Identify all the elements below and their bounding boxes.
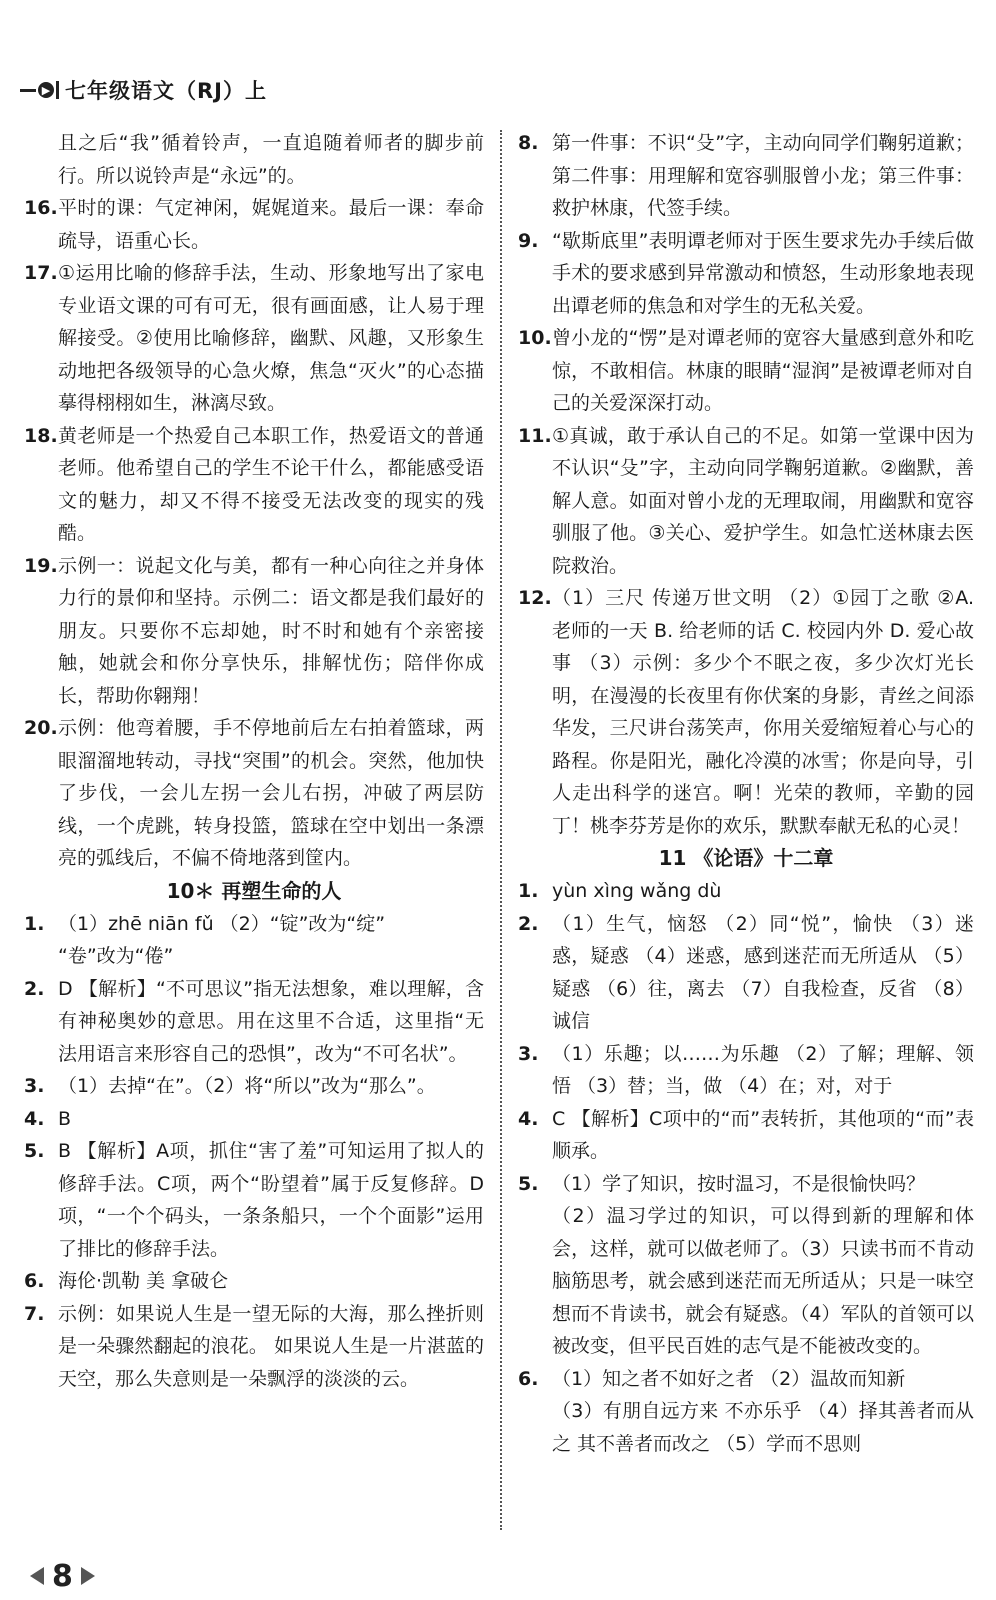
answer-item <box>24 1265 484 1298</box>
answer-item <box>24 908 484 941</box>
answer-item <box>518 1363 974 1396</box>
answer-number: 9. <box>518 229 539 252</box>
answer-text: 示例：如果说人生是一望无际的大海，那么挫折则是一朵骤然翻起的浪花。 如果说人生是一片湛蓝的天空，那么失意则是一朵飘浮的淡淡的云。 <box>58 1302 484 1390</box>
right-answer-list <box>518 127 974 842</box>
answer-item <box>518 225 974 323</box>
answer-number: 6. <box>518 1367 539 1390</box>
answer-text: （1）生气，恼怒 （2）同“悦”，愉快 （3）迷惑，疑惑 （4）迷惑，感到迷茫而无所适从 （5）疑惑 （6）往，离去 （7）自我检查，反省 （8）诚信 <box>552 912 974 1032</box>
answer-number: 1. <box>24 912 45 935</box>
answer-item <box>24 192 484 257</box>
answer-text: B <box>58 1107 72 1130</box>
answer-item <box>24 420 484 550</box>
answer-number: 4. <box>24 1107 45 1130</box>
answer-number: 8. <box>518 132 539 154</box>
answer-item <box>518 1103 974 1168</box>
page-number: 8 <box>52 1558 73 1594</box>
answer-text: （1）乐趣；以……为乐趣 （2）了解；理解、领悟 （3）替；当，做 （4）在；对，对于 <box>552 1042 974 1097</box>
answer-text: C 【解析】C项中的“而”表转折，其他项的“而”表顺承。 <box>552 1107 974 1162</box>
answer-number: 11. <box>518 424 552 447</box>
next-arrow-icon <box>81 1567 95 1585</box>
answer-text: 海伦·凯勒 美 拿破仑 <box>58 1270 229 1292</box>
lesson-11-answer-list <box>518 875 974 1460</box>
answer-number: 2. <box>518 912 539 935</box>
answer-item <box>24 1298 484 1396</box>
answer-text: （1）去掉“在”。（2）将“所以”改为“那么”。 <box>58 1075 436 1097</box>
book-logo-icon: ▶ <box>38 82 54 98</box>
answer-item <box>518 875 974 908</box>
answer-text: 示例：他弯着腰，手不停地前后左右拍着篮球，两眼溜溜地转动，寻找“突围”的机会。突然，他加快了步伐，一会儿左拐一会儿右拐，冲破了两层防线，一个虎跳，转身投篮，篮球在空中划出一条漂亮的弧线后，不偏不倚地落到筐内。 <box>58 717 484 869</box>
answer-text: D 【解析】“不可思议”指无法想象，难以理解，含有神秘奥妙的意思。用在这里不合适，这里指“无法用语言来形容自己的恐惧”，改为“不可名状”。 <box>58 977 484 1065</box>
answer-number: 3. <box>24 1075 45 1097</box>
answer-text: yùn xìng wǎng dù <box>552 880 722 902</box>
left-column <box>24 127 484 1395</box>
left-answer-list <box>24 127 484 875</box>
answer-number <box>24 127 58 192</box>
header-dash <box>20 89 36 92</box>
answer-number: 20. <box>24 717 58 739</box>
answer-item <box>24 1103 484 1136</box>
answer-item <box>24 973 484 1071</box>
answer-text: （1）学了知识，按时温习，不是很愉快吗？ <box>552 1172 926 1195</box>
answer-text: ①真诚，敢于承认自己的不足。如第一堂课中因为不认识“殳”字，主动向同学鞠躬道歉。②幽默，善解人意。如面对曾小龙的无理取闹，用幽默和宽容驯服了他。③关心、爱护学生。如急忙送林康去医院救治。 <box>552 424 974 577</box>
page-header <box>20 72 267 108</box>
header-bar <box>56 81 59 99</box>
answer-number: 10. <box>518 327 552 349</box>
answer-item <box>518 1038 974 1103</box>
answer-item <box>24 712 484 875</box>
answer-number: 12. <box>518 587 552 609</box>
answer-item <box>518 322 974 420</box>
answer-number: 5. <box>24 1140 45 1162</box>
answer-number: 1. <box>518 880 539 902</box>
answer-item <box>518 908 974 1038</box>
answer-text: 黄老师是一个热爱自己本职工作，热爱语文的普通老师。他希望自己的学生不论干什么，都能感受语文的魅力，却又不得不接受无法改变的现实的残酷。 <box>58 424 484 544</box>
answer-item <box>24 127 484 192</box>
answer-number: 19. <box>24 554 58 577</box>
section-title-lesson-11: 11 《论语》十二章 <box>658 846 834 870</box>
answer-text: （1）三尺 传递万世文明 （2）①园丁之歌 ②A. 老师的一天 B. 给老师的话 C. 校园内外 D. 爱心故事 （3）示例：多少个不眠之夜，多少次灯光长明，在漫漫的长夜里有你伏案的身影，青丝之间添华发，三尺讲台荡笑声，你用关爱缩短着心与心的路程。你是阳光，融化冷漠的冰雪；你是向导，引人走出科学的迷宫。啊！光荣的教师，辛勤的园丁！桃李芬芳是你的欢乐，默默奉献无私的心灵！ <box>552 587 974 837</box>
answer-text: “歇斯底里”表明谭老师对于医生要求先办手续后做手术的要求感到异常激动和愤怒，生动形象地表现出谭老师的焦急和对学生的无私关爱。 <box>552 229 974 317</box>
lesson-10-answer-list <box>24 908 484 1396</box>
answer-text: 且之后“我”循着铃声，一直追随着师者的脚步前行。所以说铃声是“永远”的。 <box>58 132 484 187</box>
answer-text: 平时的课：气定神闲，娓娓道来。最后一课：奉命疏导，语重心长。 <box>58 197 484 252</box>
answer-item <box>518 127 974 225</box>
answer-item <box>24 1135 484 1265</box>
page-footer <box>30 1556 95 1596</box>
answer-text: 曾小龙的“愣”是对谭老师的宽容大量感到意外和吃惊，不敢相信。林康的眼睛“湿润”是被谭老师对自己的关爱深深打动。 <box>552 327 974 414</box>
answer-item <box>518 1168 974 1201</box>
answer-text: 示例一：说起文化与美，都有一种心向往之并身体力行的景仰和坚持。示例二：语文都是我们最好的朋友。只要你不忘却她，时不时和她有个亲密接触，她就会和你分享快乐，排解忧伤；陪伴你成长，帮助你翱翔！ <box>58 554 484 707</box>
answer-item <box>24 1070 484 1103</box>
answer-text: 第一件事：不识“殳”字，主动向同学们鞠躬道歉；第二件事：用理解和宽容驯服曾小龙；第三件事：救护林康，代签手续。 <box>552 132 974 219</box>
answer-number: 17. <box>24 262 58 284</box>
answer-text: B 【解析】A项，抓住“害了羞”可知运用了拟人的修辞手法。C项，两个“盼望着”属于反复修辞。D项，“一个个码头，一条条船只，一个个面影”运用了排比的修辞手法。 <box>58 1140 484 1260</box>
answer-item <box>518 582 974 842</box>
answer-item <box>24 257 484 420</box>
answer-number: 3. <box>518 1042 539 1065</box>
column-divider <box>500 130 502 1530</box>
answer-continuation: （2）温习学过的知识，可以得到新的理解和体会，这样，就可以做老师了。（3）只读书而不肯动脑筋思考，就会感到迷茫而无所适从；只是一味空想而不肯读书，就会有疑惑。（4）军队的首领可以被改变，但平民百姓的志气是不能被改变的。 <box>552 1205 974 1357</box>
section-title-lesson-10: 10＊ 再塑生命的人 <box>166 878 342 903</box>
answer-text: （1）知之者不如好之者 （2）温故而知新 <box>552 1367 906 1390</box>
answer-number: 16. <box>24 197 58 219</box>
answer-number: 4. <box>518 1107 539 1130</box>
answer-number: 7. <box>24 1302 45 1325</box>
answer-number: 6. <box>24 1270 45 1292</box>
answer-text: ①运用比喻的修辞手法，生动、形象地写出了家电专业语文课的可有可无，很有画面感，让人易于理解接受。②使用比喻修辞，幽默、风趣，又形象生动地把各级领导的心急火燎，焦急“灭火”的心态描摹得栩栩如生，淋漓尽致。 <box>58 262 484 414</box>
answer-continuation: （3）有朋自远方来 不亦乐乎 （4）择其善者而从之 其不善者而改之 （5）学而不思则 <box>552 1400 974 1455</box>
answer-number: 5. <box>518 1172 539 1195</box>
answer-item <box>24 550 484 713</box>
answer-text: （1）zhē niān fǔ （2）“锭”改为“绽” <box>58 912 386 935</box>
answer-item <box>518 420 974 583</box>
right-column <box>518 127 974 1460</box>
answer-number: 18. <box>24 424 58 447</box>
header-title: 七年级语文（RJ）上 <box>65 79 267 103</box>
prev-arrow-icon <box>30 1567 44 1585</box>
answer-continuation: “卷”改为“倦” <box>58 945 174 967</box>
answer-number: 2. <box>24 977 45 1000</box>
